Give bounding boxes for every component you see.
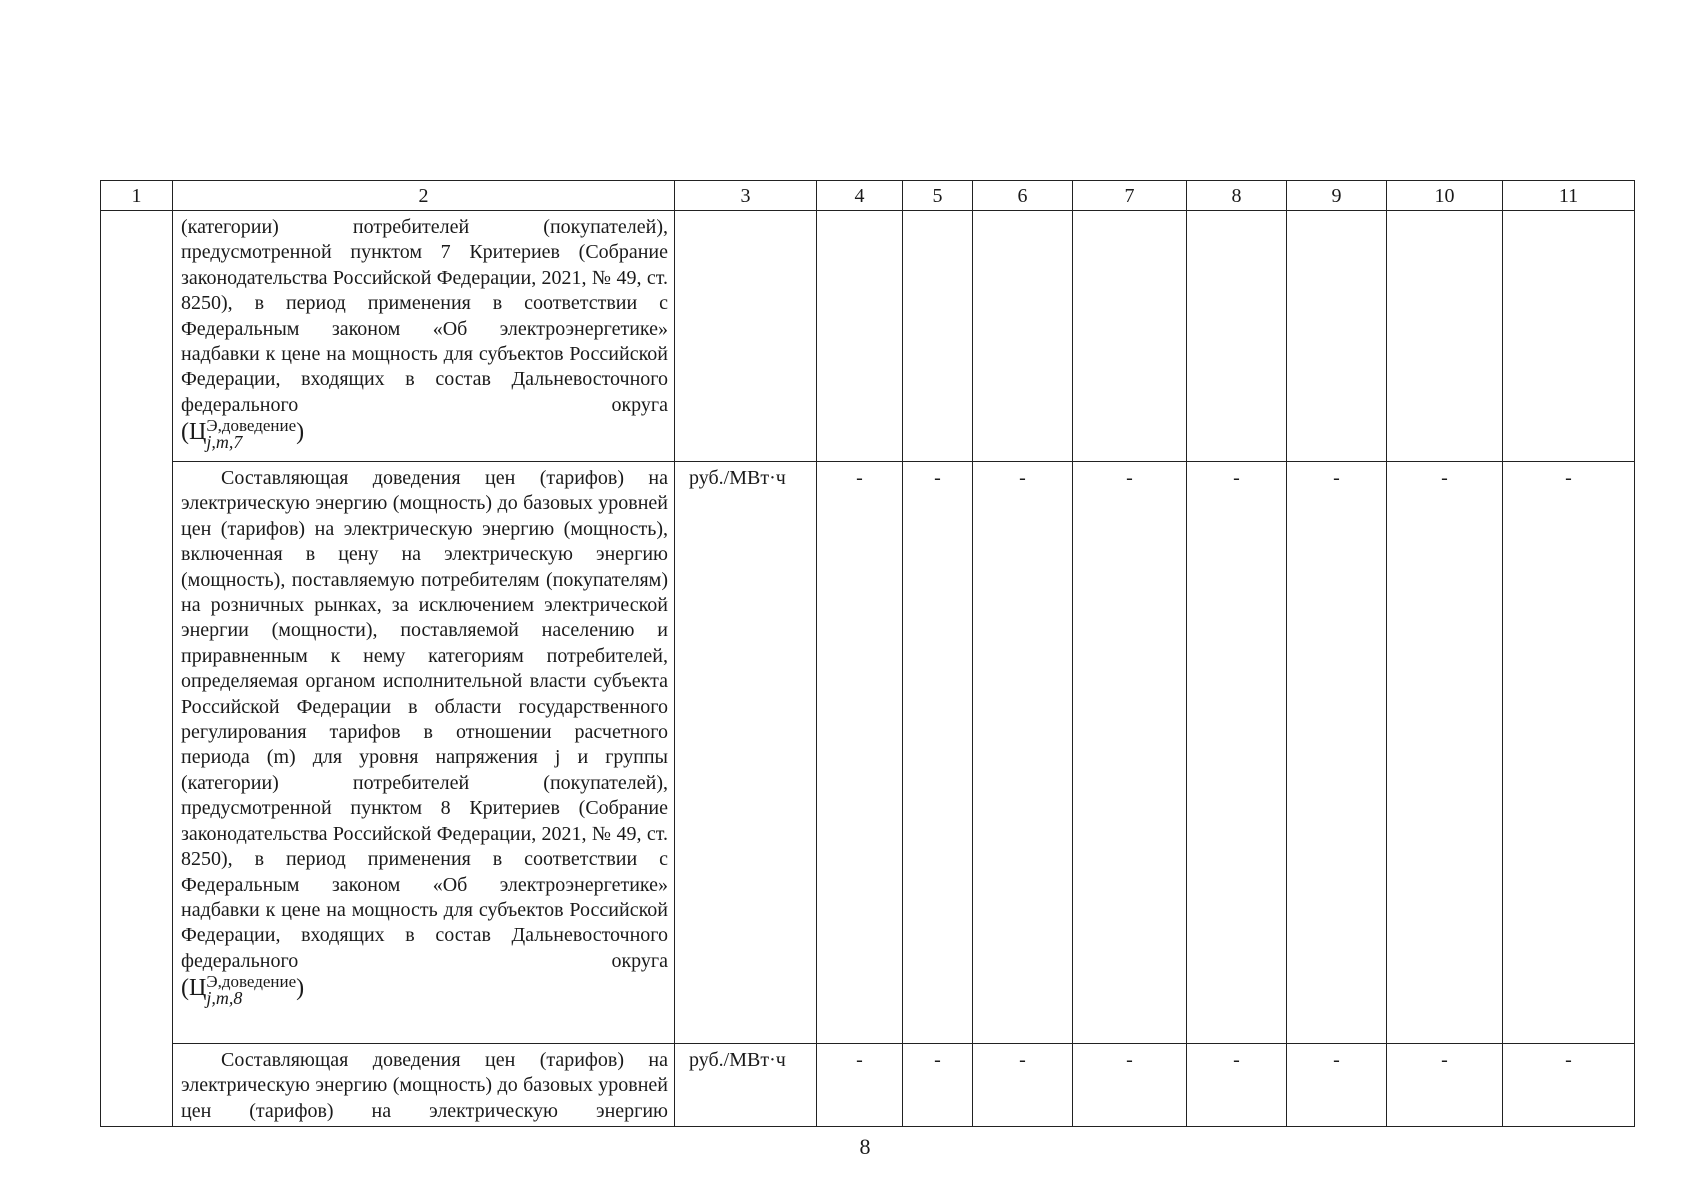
value-cell: - (1073, 462, 1187, 1044)
value-cell: - (817, 462, 903, 1044)
value-cell: - (1187, 1044, 1287, 1127)
formula-subscript: j,m,7 (206, 432, 243, 453)
value-cell (1387, 211, 1503, 462)
formula: (Ц Э,доведение j,m,8 ) (181, 972, 305, 1009)
description-cell (173, 211, 675, 462)
value-cell (1287, 211, 1387, 462)
formula-symbol: Ц (189, 975, 207, 1002)
table-row (101, 211, 1635, 462)
formula-superscript: Э,доведение (206, 972, 297, 992)
column-number: 5 (903, 181, 973, 211)
value-cell: - (817, 1044, 903, 1127)
formula: (Ц Э,доведение j,m,7 ) (181, 416, 305, 453)
value-cell: - (1387, 1044, 1503, 1127)
description-text: Составляющая доведения цен (тарифов) на электрическую энергию (мощность) до базовых уровней цен (тарифов) на электрическую энергию (мощность), включенная в цену на электрическую энергию (мощность), поставляемую потребителям (покупателям) на розничных рынках, за исключением электрической энергии (мощности), поставляемой населению и приравненным к нему категориям потребителей, определяемая органом исполнительной власти субъекта Российской Федерации в области государственного регулирования тарифов в отношении расчетного периода (m) для уровня напряжения j и группы (категории) потребителей (покупателей), предусмотренной пунктом 8 Критериев (Собрание законодательства Российской Федерации, 2021, № 49, ст. 8250), в период применения в соответствии с Федеральным законом «Об электроэнергетике» надбавки к цене на мощность для субъектов Российской Федерации, входящих в состав Дальневосточного федерального округа (181, 467, 668, 972)
column-number: 6 (973, 181, 1073, 211)
value-cell: - (1187, 462, 1287, 1044)
description-cell (173, 1044, 675, 1127)
column-number: 4 (817, 181, 903, 211)
unit-cell (675, 211, 817, 462)
value-cell (817, 211, 903, 462)
value-cell (903, 211, 973, 462)
value-cell (1503, 211, 1635, 462)
table-row (101, 462, 1635, 1044)
column-number: 9 (1287, 181, 1387, 211)
header-row (101, 181, 1635, 211)
column-number: 11 (1503, 181, 1635, 211)
description-text: Составляющая доведения цен (тарифов) на электрическую энергию (мощность) до базовых уровней цен (тарифов) на электрическую энергию (181, 1049, 668, 1122)
page-number: 8 (859, 1134, 871, 1159)
column-number: 3 (675, 181, 817, 211)
value-cell: - (973, 1044, 1073, 1127)
description-cell (173, 462, 675, 1044)
column-number: 7 (1073, 181, 1187, 211)
unit-cell: руб./МВт·ч (675, 462, 817, 1044)
formula-subscript: j,m,8 (206, 988, 243, 1009)
value-cell: - (903, 462, 973, 1044)
formula-superscript: Э,доведение (206, 416, 297, 436)
value-cell (1073, 211, 1187, 462)
unit-cell: руб./МВт·ч (675, 1044, 817, 1127)
value-cell: - (1287, 1044, 1387, 1127)
value-cell: - (1503, 462, 1635, 1044)
tariff-table (100, 180, 1635, 1127)
column-number: 1 (101, 181, 173, 211)
formula-symbol: Ц (189, 419, 207, 446)
value-cell: - (903, 1044, 973, 1127)
row-number-cell (101, 211, 173, 1127)
value-cell (1187, 211, 1287, 462)
column-number: 2 (173, 181, 675, 211)
value-cell: - (1287, 462, 1387, 1044)
value-cell (973, 211, 1073, 462)
value-cell: - (1073, 1044, 1187, 1127)
column-number: 10 (1387, 181, 1503, 211)
table-row (101, 1044, 1635, 1127)
description-text: (категории) потребителей (покупателей), предусмотренной пунктом 7 Критериев (Собрание законодательства Российской Федерации, 2021, № 49, ст. 8250), в период применения в соответствии с Федеральным законом «Об электроэнергетике» надбавки к цене на мощность для субъектов Российской Федерации, входящих в состав Дальневосточного федерального округа (181, 216, 668, 416)
value-cell: - (973, 462, 1073, 1044)
value-cell: - (1503, 1044, 1635, 1127)
value-cell: - (1387, 462, 1503, 1044)
column-number: 8 (1187, 181, 1287, 211)
